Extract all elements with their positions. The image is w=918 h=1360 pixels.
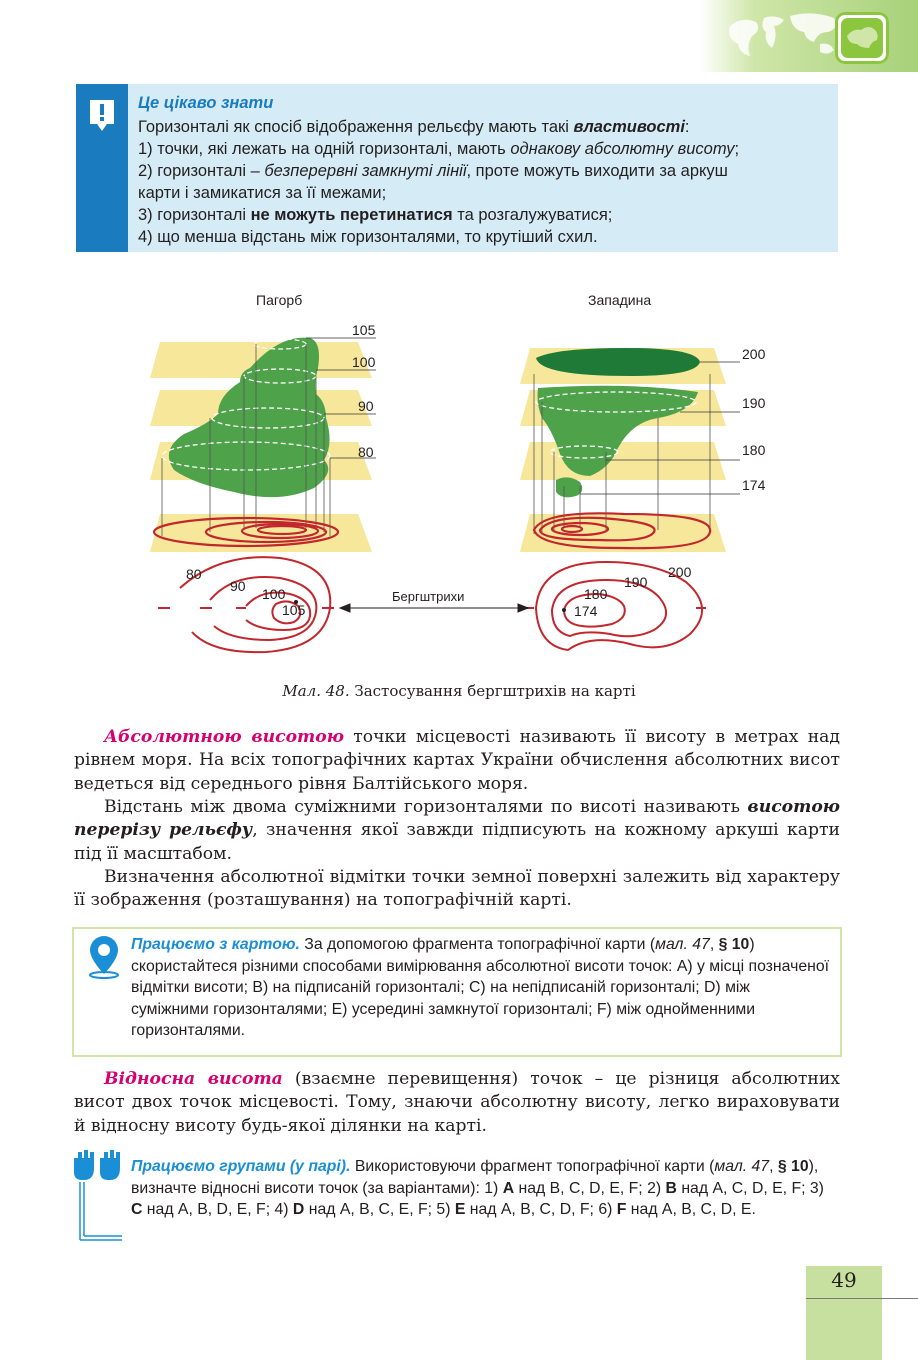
hollow-level-190: 190 [742,395,766,411]
map-pin-icon [84,934,124,980]
hill-contour-80: 80 [186,566,202,582]
hill-level-90: 90 [358,398,374,414]
hill-contour-105: 105 [282,602,306,618]
paragraph-absolute-height: Абсолютною висотою точки місцевості називають її висоту в метрах над рівнем моря. На всіх топографічних картах України обчислення абсолютних висот ведеться від середнього рівня Балтійського моря. [74,727,840,794]
hollow-level-174: 174 [742,477,766,493]
group-work-icon [72,1148,124,1242]
info-intro: Горизонталі як спосіб відображення рельєфу мають такі властивості: [138,118,690,136]
paragraph-elevation-mark: Визначення абсолютної відмітки точки земної поверхні залежить від характеру її зображення (розташування) на топографічній карті. [74,867,840,911]
hollow-contour-180: 180 [584,586,608,602]
page-number: 49 [831,1268,857,1292]
berg-label: Бергштрихи [392,589,465,604]
exclamation-icon [88,98,116,134]
info-property-1: 1) точки, які лежать на одній горизонталі, мають однакову абсолютну висоту; [138,140,740,158]
hill-level-105: 105 [352,322,376,338]
hill-contour-100: 100 [262,586,286,602]
info-property-2-cont: карти і замикатися за її межами; [138,184,387,202]
group-task-text: Працюємо групами (у парі). Використовуючи фрагмент топографічної карти (мал. 47, § 10), визначте відносні висоти точок (за варіантами): 1) A над B, C, D, E, F; 2) B над A, C, D, E, F; 3) C над A, B, D, E, F; 4) D над A, B, C, E, F; 5) E над A, B, C, D, F; 6) F над A, B, C, D, E. [131,1158,824,1218]
hill-plan-contours [158,557,334,652]
ukraine-badge [835,12,889,64]
hollow-level-180: 180 [742,442,766,458]
page-number-rule [806,1298,918,1299]
info-property-2: 2) горизонталі – безперервні замкнуті лінії, проте можуть виходити за аркуш [138,162,728,180]
paragraph-relative-height: Відносна висота (взаємне перевищення) точок – це різниця абсолютних висот двох точок місцевості. Тому, знаючи абсолютну висоту, легко вираховувати й відносну висоту будь-якої ділянки на карті. [74,1069,840,1136]
hollow-contour-174: 174 [574,603,598,619]
info-property-4: 4) що менша відстань між горизонталями, то крутіший схил. [138,228,598,246]
info-sidebar [76,84,128,252]
info-property-3: 3) горизонталі не можуть перетинатися та розгалужуватися; [138,206,613,224]
hollow-title: Западина [588,292,652,308]
world-map-icon [720,8,850,64]
ukraine-map-icon [841,18,883,58]
paragraph-contour-interval: Відстань між двома суміжними горизонталями по висоті називають висотою перерізу рельєфу, значення якої завжди підписують на кожному аркуші карти під її масштабом. [74,797,840,864]
hill-contour-90: 90 [230,578,246,594]
map-task-text: Працюємо з картою. За допомогою фрагмента топографічної карти (мал. 47, § 10) скористайтеся різними способами вимірювання абсолютної висоти точок: А) у місці позначеної відмітки висоти; В) на підписаній горизонталі; С) на непідписаній горизонталі; D) між суміжними горизонталями; E) усередині замкнутої горизонталі; F) між однойменними горизонталями. [131,936,830,1039]
hill-level-100: 100 [352,354,376,370]
hill-title: Пагорб [256,292,303,308]
hill-level-80: 80 [358,444,374,460]
figure-caption: Мал. 48. Застосування бергштрихів на карті [282,682,636,700]
hollow-contour-200: 200 [668,564,692,580]
relief-figure [140,318,780,678]
hollow-contour-190: 190 [624,574,648,590]
info-title: Це цікаво знати [138,94,274,112]
hollow-level-200: 200 [742,346,766,362]
berg-arrow [340,604,528,612]
